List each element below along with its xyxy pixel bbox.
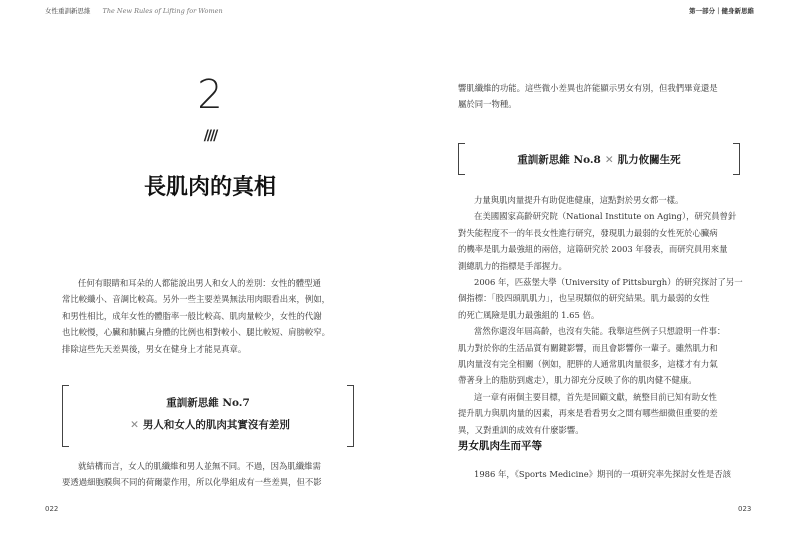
left-paragraph-1 — [62, 275, 362, 357]
text-line: 2006 年，匹茲堡大學（University of Pittsburgh）的研究探討了另一 — [474, 277, 743, 288]
text-line: 異，又對重訓的成效有什麼影響。 — [458, 424, 584, 435]
cross-icon: ✕ — [604, 154, 614, 166]
text-line: 這一章有兩個主要目標，首先是回顧文獻，統整目前已知有助女性 — [474, 391, 717, 402]
text-line: 的死亡風險是肌力最強組的 1.65 倍。 — [458, 309, 600, 320]
text-line: 提升肌力與肌肉量的因素，再來是看看男女之間有哪些細微但重要的差 — [458, 408, 718, 419]
right-paragraph-2 — [458, 466, 753, 482]
rule-box-title-text: 男人和女人的肌肉其實沒有差別 — [142, 419, 290, 431]
text-line: 帶著身上的脂肪到處走），肌力卻充分反映了你的肌肉健不健康。 — [458, 375, 697, 386]
text-line: 當然你還沒年屆高齡，也沒有失能。我舉這些例子只想證明一件事： — [474, 326, 726, 337]
text-line: 響肌纖維的功能。這些微小差異也許能顯示男女有別，但我們畢竟還是 — [458, 83, 718, 93]
text-line: 任何有眼睛和耳朵的人都能說出男人和女人的差別：女性的體型通 — [78, 278, 321, 288]
text-line: 肌力對於你的生活品質有關鍵影響，而且會影響你一輩子。雖然肌力和 — [458, 342, 718, 353]
text-line: 對失能程度不一的年長女性進行研究，發現肌力最弱的女性死於心臟病 — [458, 227, 718, 238]
text-line: 測總肌力的指標是手部握力。 — [458, 260, 567, 271]
text-line: 就結構而言，女人的肌纖維和男人並無不同。不過，因為肌纖維需 — [78, 461, 321, 471]
text-line: 的機率是肌力最強組的兩倍，這篇研究於 2003 年發表，而研究員用來量 — [458, 244, 728, 255]
text-line: 肌肉量沒有完全相關（例如，肥胖的人通常肌肉量很多，這樣才有力氣 — [458, 359, 718, 370]
rule-box-heading: 重訓新思維 No.7 — [166, 397, 250, 409]
left-paragraph-2 — [62, 458, 362, 491]
section-heading: 男女肌肉生而平等 — [458, 440, 542, 452]
text-line: 在美國國家高齡研究院（National Institute on Aging），研究員曾針 — [474, 211, 737, 222]
text-line: 要透過細胞膜與不同的荷爾蒙作用，所以化學組成有一些差異，但不影 — [62, 477, 322, 488]
text-line: 常比較纖小、音調比較高。另外一些主要差異無法用肉眼看出來，例如， — [62, 294, 330, 305]
rule-box-title-text: 肌力攸關生死 — [617, 154, 681, 166]
running-header-left — [45, 6, 223, 15]
text-line: 力量與肌肉量提升有助促進健康，這點對於男女都一樣。 — [474, 195, 684, 205]
text-line: 和男性相比，成年女性的體脂率一般比較高、肌肉量較少，女性的代謝 — [62, 310, 322, 321]
book-title: 女性重訓新思維 — [45, 7, 91, 15]
book-subtitle: The New Rules of Lifting for Women — [102, 7, 223, 15]
text-line: 個指標：「股四頭肌肌力」，也呈現類似的研究結果。肌力最弱的女性 — [458, 293, 710, 304]
rule-box-heading-text: 重訓新思維 No.8 — [517, 154, 601, 166]
text-line: 屬於同一物種。 — [458, 99, 517, 110]
rule-box-no7 — [62, 385, 354, 447]
chapter-number: 2 — [197, 72, 223, 118]
chapter-title: 長肌肉的真相 — [143, 175, 276, 200]
rule-box-title — [62, 417, 354, 432]
cross-icon: ✕ — [130, 419, 139, 431]
right-paragraph-1 — [458, 192, 753, 438]
page-number-left: 022 — [45, 505, 59, 513]
text-line: 也比較慢，心臟和肺臟占身體的比例也相對較小、腿比較短、肩膀較窄。 — [62, 327, 330, 338]
right-paragraph-top — [458, 80, 753, 113]
chapter-slash-ornament: //// — [203, 128, 217, 144]
page-number-right: 023 — [738, 505, 752, 513]
text-line: 排除這些先天差異後，男女在健身上才能見真章。 — [62, 343, 247, 354]
text-line: 1986 年，《Sports Medicine》期刊的一項研究率先探討女性是否該 — [474, 469, 732, 479]
rule-box-no8 — [458, 143, 740, 175]
running-header-right: 第一部分｜健身新思維 — [689, 7, 754, 15]
rule-box-heading — [458, 152, 740, 167]
